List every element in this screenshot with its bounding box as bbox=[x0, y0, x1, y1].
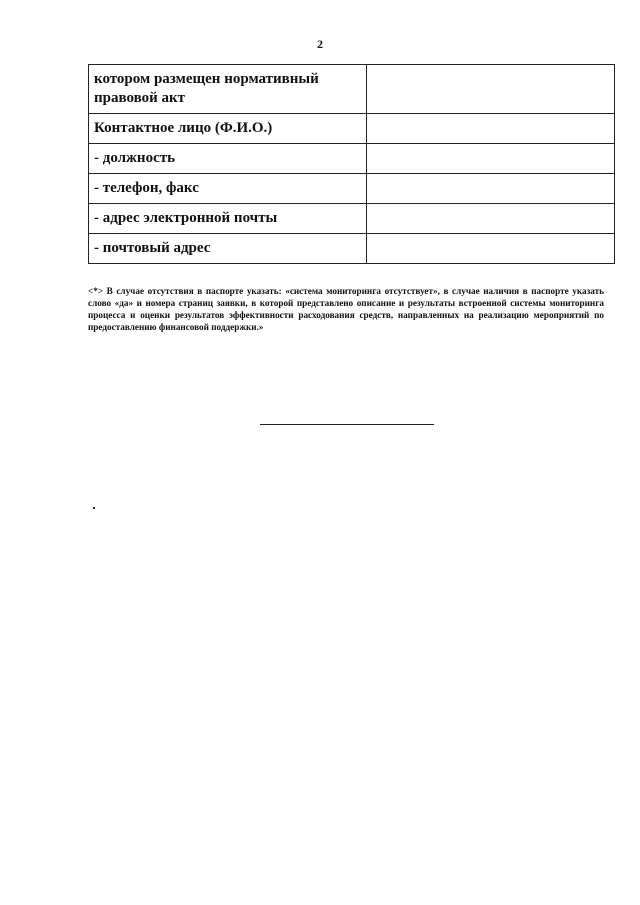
footnote: <*> В случае отсутствия в паспорте указать: «система мониторинга отсутствует», в случае наличия в паспорте указать слово «да» и номера страниц заявки, в которой представлено описание и результаты встроенной системы мониторинга процесса и оценки результатов эффективности расходования средств, направленных на реализацию мероприятий по предоставлению финансовой поддержки.» bbox=[88, 286, 604, 332]
row-label-contact-person: Контактное лицо (Ф.И.О.) bbox=[89, 114, 367, 144]
row-label-email: - адрес электронной почты bbox=[89, 204, 367, 234]
row-value-phone-fax bbox=[367, 174, 615, 204]
contact-info-table bbox=[88, 64, 615, 264]
row-value-contact-person bbox=[367, 114, 615, 144]
page-number: 2 bbox=[317, 37, 323, 51]
scan-speck bbox=[93, 507, 95, 509]
row-label-phone-fax: - телефон, факс bbox=[89, 174, 367, 204]
row-value-normative-act-location bbox=[367, 65, 615, 114]
row-label-normative-act-location: котором размещен нормативный правовой акт bbox=[89, 65, 367, 114]
row-value-postal-address bbox=[367, 234, 615, 264]
table-row bbox=[89, 144, 615, 174]
table-row bbox=[89, 174, 615, 204]
table-row bbox=[89, 204, 615, 234]
table-row bbox=[89, 114, 615, 144]
row-value-position bbox=[367, 144, 615, 174]
row-label-postal-address: - почтовый адрес bbox=[89, 234, 367, 264]
row-value-email bbox=[367, 204, 615, 234]
signature-line bbox=[260, 424, 434, 425]
row-label-position: - должность bbox=[89, 144, 367, 174]
table-row bbox=[89, 234, 615, 264]
table-row bbox=[89, 65, 615, 114]
